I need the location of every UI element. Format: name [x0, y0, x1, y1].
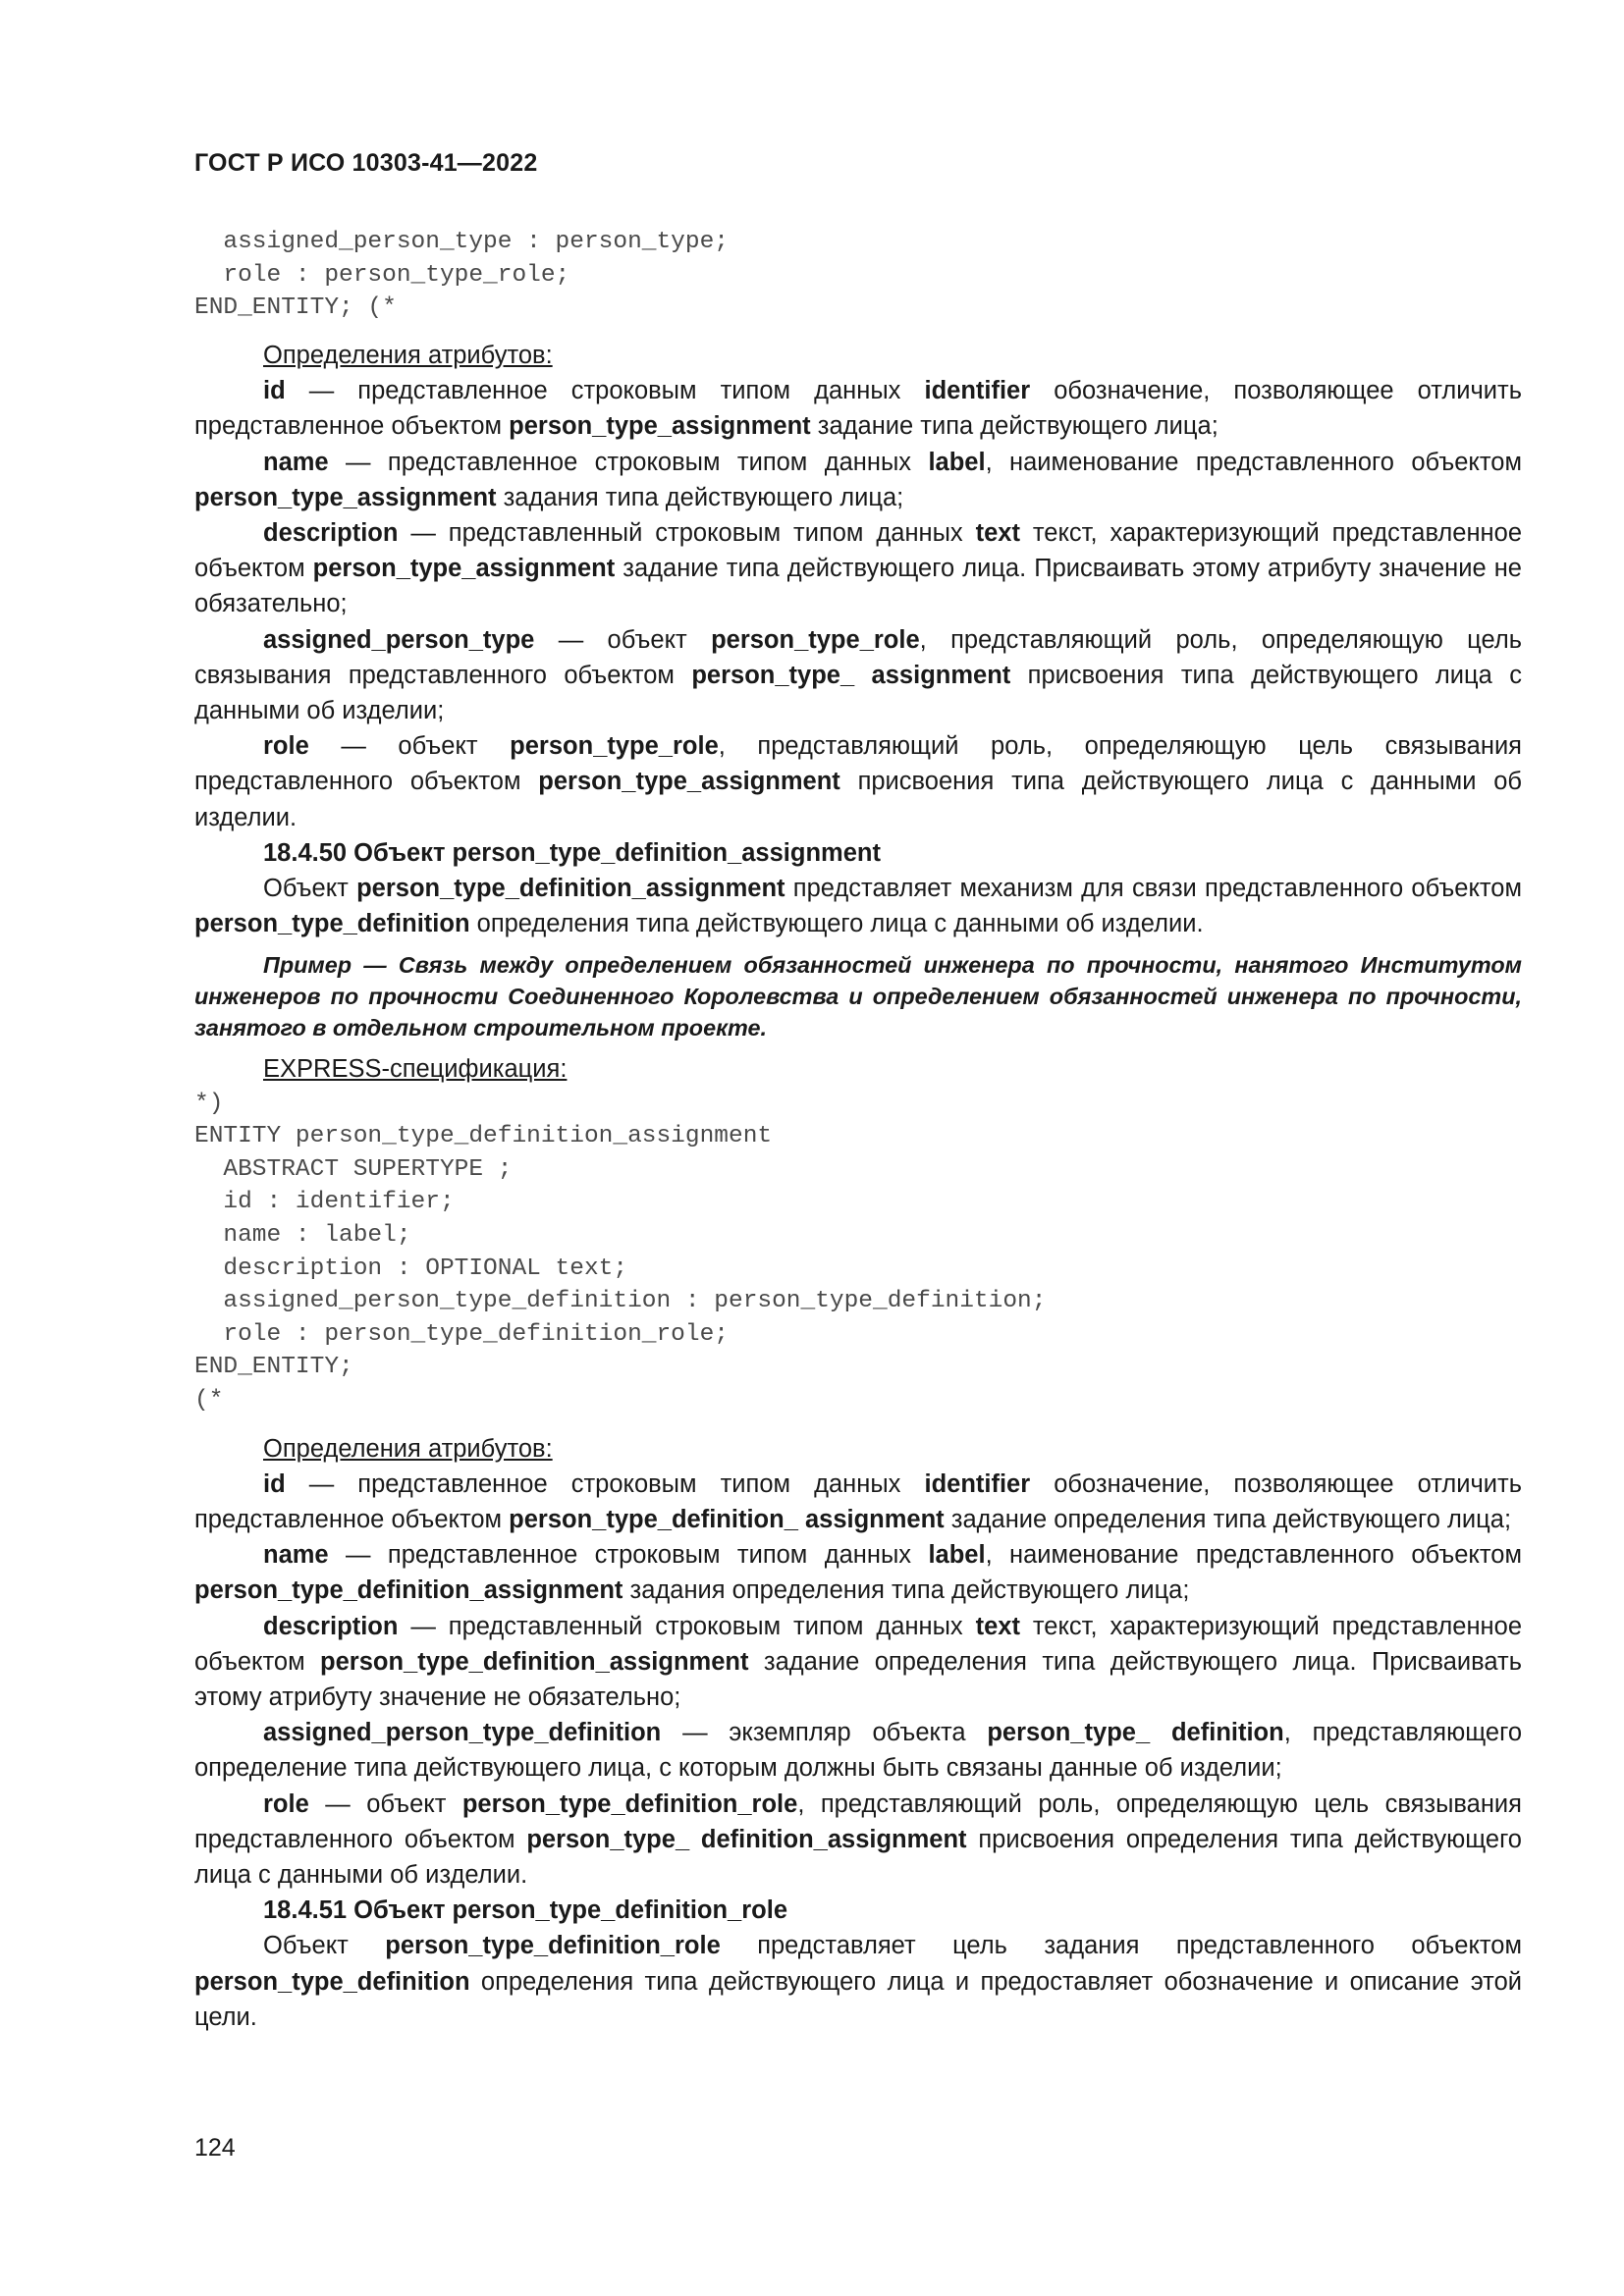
section-intro-18-4-51: Объект person_type_definition_role представляет цель задания представленного объектом person_type_definition определения типа действующего лица и предоставляет обозначение и описание этой цели. [194, 1932, 1522, 2031]
attr-assigned-1: assigned_person_type — объект person_type_role, представляющий роль, определяющую цель связывания представленного объектом person_type_ assignment присвоения типа действующего лица с данными об изделии; [194, 625, 1522, 725]
example-note: Пример — Связь между определением обязанностей инженера по прочности, нанятого Институтом инженеров по прочности Соединенного Королевства и определением обязанностей инженера по прочности, занятого в отдельном строительном проекте. [194, 952, 1522, 1041]
definitions-title-1: Определения атрибутов: [263, 342, 553, 369]
attr-role-2: role — объект person_type_definition_role, представляющий роль, определяющую цель связывания представленного объектом person_type_ definition_assignment присвоения определения типа действующего лица с данными об изделии. [194, 1789, 1522, 1890]
document-header: ГОСТ Р ИСО 10303-41—2022 [194, 149, 538, 177]
attr-name-2: name — представленное строковым типом данных label, наименование представленного объектом person_type_definition_assignment задания определения типа действующего лица; [194, 1541, 1522, 1605]
attr-role-1: role — объект person_type_role, представляющий роль, определяющую цель связывания представленного объектом person_type_assignment присвоения типа действующего лица с данными об изделии. [194, 732, 1523, 831]
definitions-title-2: Определения атрибутов: [263, 1434, 553, 1463]
attr-id-2: id — представленное строковым типом данных identifier обозначение, позволяющее отличить представленное объектом person_type_definition_ assignment задание определения типа действующего лица; [194, 1469, 1522, 1533]
attr-assigned-2: assigned_person_type_definition — экземпляр объекта person_type_ definition, представляющего определение типа действующего лица, с которым должны быть связаны данные об изделии; [194, 1719, 1523, 1783]
section-heading-18-4-51: 18.4.51 Объект person_type_definition_role [263, 1896, 788, 1925]
code-block-1: assigned_person_type : person_type; role : person_type_role; END_ENTITY; (* [194, 229, 729, 322]
express-spec-title: EXPRESS-спецификация: [263, 1055, 568, 1084]
attr-name-1: name — представленное строковым типом данных label, наименование представленного объектом person_type_assignment задания типа действующего лица; [194, 448, 1522, 511]
code-block-2: *) ENTITY person_type_definition_assignment ABSTRACT SUPERTYPE ; id : identifier; name : label; description : OPTIONAL text; assigned_person_type_definition : person_type_definition; role : person_type_definition_role; END_ENTITY; (* [194, 1090, 1047, 1414]
attr-id-1: id — представленное строковым типом данных identifier обозначение, позволяющее отличить представленное объектом person_type_assignment задание типа действующего лица; [194, 377, 1522, 441]
attr-description-1: description — представленный строковым типом данных text текст, характеризующий представленное объектом person_type_assignment задание типа действующего лица. Присваивать этому атрибуту значение не обязательно; [194, 519, 1523, 618]
page-number: 124 [194, 2134, 236, 2162]
attr-description-2: description — представленный строковым типом данных text текст, характеризующий представленное объектом person_type_definition_assignment задание определения типа действующего лица. Присваивать этому атрибуту значение не обязательно; [194, 1612, 1523, 1712]
section-intro-18-4-50: Объект person_type_definition_assignment представляет механизм для связи представленного объектом person_type_definition определения типа действующего лица с данными об изделии. [194, 875, 1523, 938]
section-heading-18-4-50: 18.4.50 Объект person_type_definition_assignment [263, 838, 881, 867]
